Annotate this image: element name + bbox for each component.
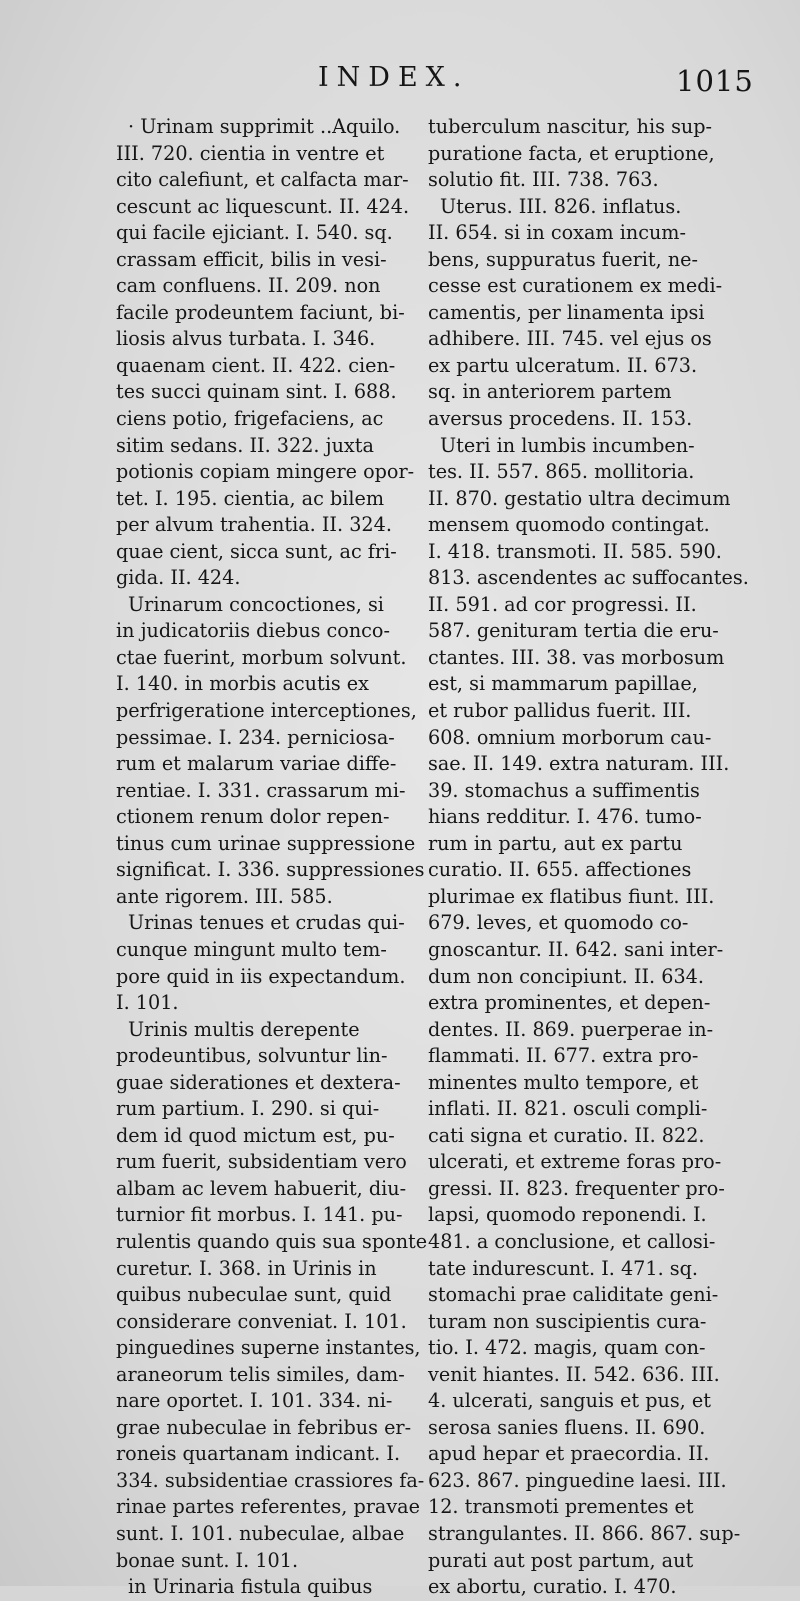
text-line: perfrigeratione interceptiones, bbox=[116, 699, 417, 723]
text-line: plurimae ex flatibus fiunt. III. bbox=[428, 884, 715, 908]
text-line: cunque mingunt multo tem- bbox=[116, 937, 387, 961]
text-line: rum in partu, aut ex partu bbox=[428, 831, 683, 855]
text-line: potionis copiam mingere opor- bbox=[116, 460, 415, 484]
text-line: curatio. II. 655. affectiones bbox=[428, 858, 692, 882]
text-line: rum partium. I. 290. si qui- bbox=[116, 1097, 380, 1121]
text-line: Uteri in lumbis incumben- bbox=[440, 433, 695, 457]
text-line: puratione facta, et eruptione, bbox=[428, 141, 715, 165]
text-line: gnoscantur. II. 642. sani inter- bbox=[428, 937, 724, 961]
text-line: 623. 867. pinguedine laesi. III. bbox=[428, 1468, 727, 1492]
text-line: gida. II. 424. bbox=[116, 566, 241, 590]
text-line: sitim sedans. II. 322. juxta bbox=[116, 433, 374, 457]
text-line: nare oportet. I. 101. 334. ni- bbox=[116, 1389, 393, 1413]
text-line: purati aut post partum, aut bbox=[428, 1548, 694, 1572]
text-line: sq. in anteriorem partem bbox=[428, 380, 672, 404]
text-line: tet. I. 195. cientia, ac bilem bbox=[116, 486, 385, 510]
text-line: rum fuerit, subsidentiam vero bbox=[116, 1150, 407, 1174]
text-line: albam ac levem habuerit, diu- bbox=[116, 1176, 407, 1200]
text-line: tate indurescunt. I. 471. sq. bbox=[428, 1256, 699, 1280]
text-line: tes. II. 557. 865. mollitoria. bbox=[428, 460, 695, 484]
text-line: II. 654. si in coxam incum- bbox=[428, 221, 686, 245]
text-line: liosis alvus turbata. I. 346. bbox=[116, 327, 376, 351]
text-line: 12. transmoti prementes et bbox=[428, 1495, 694, 1519]
text-line: lapsi, quomodo reponendi. I. bbox=[428, 1203, 707, 1227]
text-line: turam non suscipientis cura- bbox=[428, 1309, 707, 1333]
text-line: II. 591. ad cor progressi. II. bbox=[428, 592, 697, 616]
text-line: I. 418. transmoti. II. 585. 590. bbox=[428, 539, 722, 563]
text-line: II. 870. gestatio ultra decimum bbox=[428, 486, 731, 510]
text-line: quae cient, sicca sunt, ac fri- bbox=[116, 539, 397, 563]
text-line: hians redditur. I. 476. tumo- bbox=[428, 805, 702, 829]
text-line: ante rigorem. III. 585. bbox=[116, 884, 333, 908]
text-line: et rubor pallidus fuerit. III. bbox=[428, 699, 692, 723]
text-line: facile prodeuntem faciunt, bi- bbox=[116, 300, 405, 324]
text-line: in judicatoriis diebus conco- bbox=[116, 619, 390, 643]
text-line: serosa sanies fluens. II. 690. bbox=[428, 1415, 706, 1439]
text-line: guae siderationes et dextera- bbox=[116, 1070, 401, 1094]
text-line: rinae partes referentes, pravae bbox=[116, 1495, 420, 1519]
text-line: grae nubeculae in febribus er- bbox=[116, 1415, 412, 1439]
text-line: solutio fit. III. 738. 763. bbox=[428, 168, 659, 192]
text-line: ex abortu, curatio. I. 470. bbox=[428, 1575, 677, 1599]
text-line: sae. II. 149. extra naturam. III. bbox=[428, 752, 730, 776]
text-line: dum non concipiunt. II. 634. bbox=[428, 964, 704, 988]
text-line: quaenam cient. II. 422. cien- bbox=[116, 353, 396, 377]
text-line: flammati. II. 677. extra pro- bbox=[428, 1044, 699, 1068]
text-line: tio. I. 472. magis, quam con- bbox=[428, 1336, 706, 1360]
text-line: 481. a conclusione, et callosi- bbox=[428, 1229, 716, 1253]
text-line: 39. stomachus a suffimentis bbox=[428, 778, 700, 802]
text-line: curetur. I. 368. in Urinis in bbox=[116, 1256, 377, 1280]
text-line: rum et malarum variae diffe- bbox=[116, 752, 397, 776]
text-line: tes succi quinam sint. I. 688. bbox=[116, 380, 397, 404]
text-line: stomachi prae caliditate geni- bbox=[428, 1283, 719, 1307]
text-line: camentis, per linamenta ipsi bbox=[428, 300, 705, 324]
text-line: bonae sunt. I. 101. bbox=[116, 1548, 299, 1572]
text-line: pessimae. I. 234. perniciosa- bbox=[116, 725, 395, 749]
text-line: cati signa et curatio. II. 822. bbox=[428, 1123, 705, 1147]
text-line: pore quid in iis expectandum. bbox=[116, 964, 406, 988]
text-line: pinguedines superne instantes, bbox=[116, 1336, 421, 1360]
right-column bbox=[428, 114, 788, 1601]
text-line: 813. ascendentes ac suffocantes. bbox=[428, 566, 749, 590]
text-line: ciens potio, frigefaciens, ac bbox=[116, 407, 384, 431]
text-line: 4. ulcerati, sanguis et pus, et bbox=[428, 1389, 711, 1413]
text-line: I. 140. in morbis acutis ex bbox=[116, 672, 369, 696]
text-line: araneorum telis similes, dam- bbox=[116, 1362, 405, 1386]
text-line: strangulantes. II. 866. 867. sup- bbox=[428, 1521, 741, 1545]
text-line: 608. omnium morborum cau- bbox=[428, 725, 712, 749]
text-line: sunt. I. 101. nubeculae, albae bbox=[116, 1521, 405, 1545]
text-line: bens, suppuratus fuerit, ne- bbox=[428, 247, 699, 271]
text-line: rentiae. I. 331. crassarum mi- bbox=[116, 778, 406, 802]
text-line: 334. subsidentiae crassiores fa- bbox=[116, 1468, 425, 1492]
text-line: 679. leves, et quomodo co- bbox=[428, 911, 689, 935]
text-line: Urinas tenues et crudas qui- bbox=[128, 911, 405, 935]
text-line: Uterus. III. 826. inflatus. bbox=[440, 194, 682, 218]
text-line: cescunt ac liquescunt. II. 424. bbox=[116, 194, 410, 218]
text-line: gressi. II. 823. frequenter pro- bbox=[428, 1176, 725, 1200]
text-line: dem id quod mictum est, pu- bbox=[116, 1123, 395, 1147]
page-header bbox=[0, 58, 800, 98]
text-line: ctantes. III. 38. vas morbosum bbox=[428, 645, 725, 669]
text-line: aversus procedens. II. 153. bbox=[428, 407, 693, 431]
text-line: dentes. II. 869. puerperae in- bbox=[428, 1017, 714, 1041]
text-line: crassam efficit, bilis in vesi- bbox=[116, 247, 387, 271]
text-line: rulentis quando quis sua sponte bbox=[116, 1229, 428, 1253]
text-line: III. 720. cientia in ventre et bbox=[116, 141, 385, 165]
text-line: significat. I. 336. suppressiones bbox=[116, 858, 425, 882]
text-line: inflati. II. 821. osculi compli- bbox=[428, 1097, 708, 1121]
page-number: 1015 bbox=[676, 64, 754, 98]
text-line: prodeuntibus, solvuntur lin- bbox=[116, 1044, 388, 1068]
text-line: I. 101. bbox=[116, 991, 179, 1015]
text-line: Urinis multis derepente bbox=[128, 1017, 360, 1041]
text-line: mensem quomodo contingat. bbox=[428, 513, 710, 537]
text-line: adhibere. III. 745. vel ejus os bbox=[428, 327, 712, 351]
text-line: roneis quartanam indicant. I. bbox=[116, 1442, 401, 1466]
text-line: extra prominentes, et depen- bbox=[428, 991, 711, 1015]
text-line: cam confluens. II. 209. non bbox=[116, 274, 381, 298]
text-line: · Urinam supprimit ..Aquilo. bbox=[128, 115, 401, 138]
text-line: apud hepar et praecordia. II. bbox=[428, 1442, 710, 1466]
text-line: ulcerati, et extreme foras pro- bbox=[428, 1150, 722, 1174]
text-line: tuberculum nascitur, his sup- bbox=[428, 115, 713, 138]
text-line: est, si mammarum papillae, bbox=[428, 672, 698, 696]
text-line: ctionem renum dolor repen- bbox=[116, 805, 390, 829]
text-line: qui facile ejiciant. I. 540. sq. bbox=[116, 221, 393, 245]
text-line: considerare conveniat. I. 101. bbox=[116, 1309, 407, 1333]
text-line: venit hiantes. II. 542. 636. III. bbox=[428, 1362, 720, 1386]
running-title: INDEX. bbox=[318, 62, 470, 93]
text-line: cesse est curationem ex medi- bbox=[428, 274, 723, 298]
text-line: quibus nubeculae sunt, quid bbox=[116, 1283, 392, 1307]
text-line: Urinarum concoctiones, si bbox=[128, 592, 384, 616]
text-line: per alvum trahentia. II. 324. bbox=[116, 513, 392, 537]
left-column bbox=[116, 114, 474, 1601]
text-line: ctae fuerint, morbum solvunt. bbox=[116, 645, 407, 669]
text-line: cito calefiunt, et calfacta mar- bbox=[116, 168, 409, 192]
text-line: in Urinaria fistula quibus bbox=[128, 1575, 373, 1599]
text-line: ex partu ulceratum. II. 673. bbox=[428, 353, 698, 377]
text-line: 587. genituram tertia die eru- bbox=[428, 619, 719, 643]
text-line: tinus cum urinae suppressione bbox=[116, 831, 416, 855]
text-line: turnior fit morbus. I. 141. pu- bbox=[116, 1203, 403, 1227]
text-line: minentes multo tempore, et bbox=[428, 1070, 699, 1094]
